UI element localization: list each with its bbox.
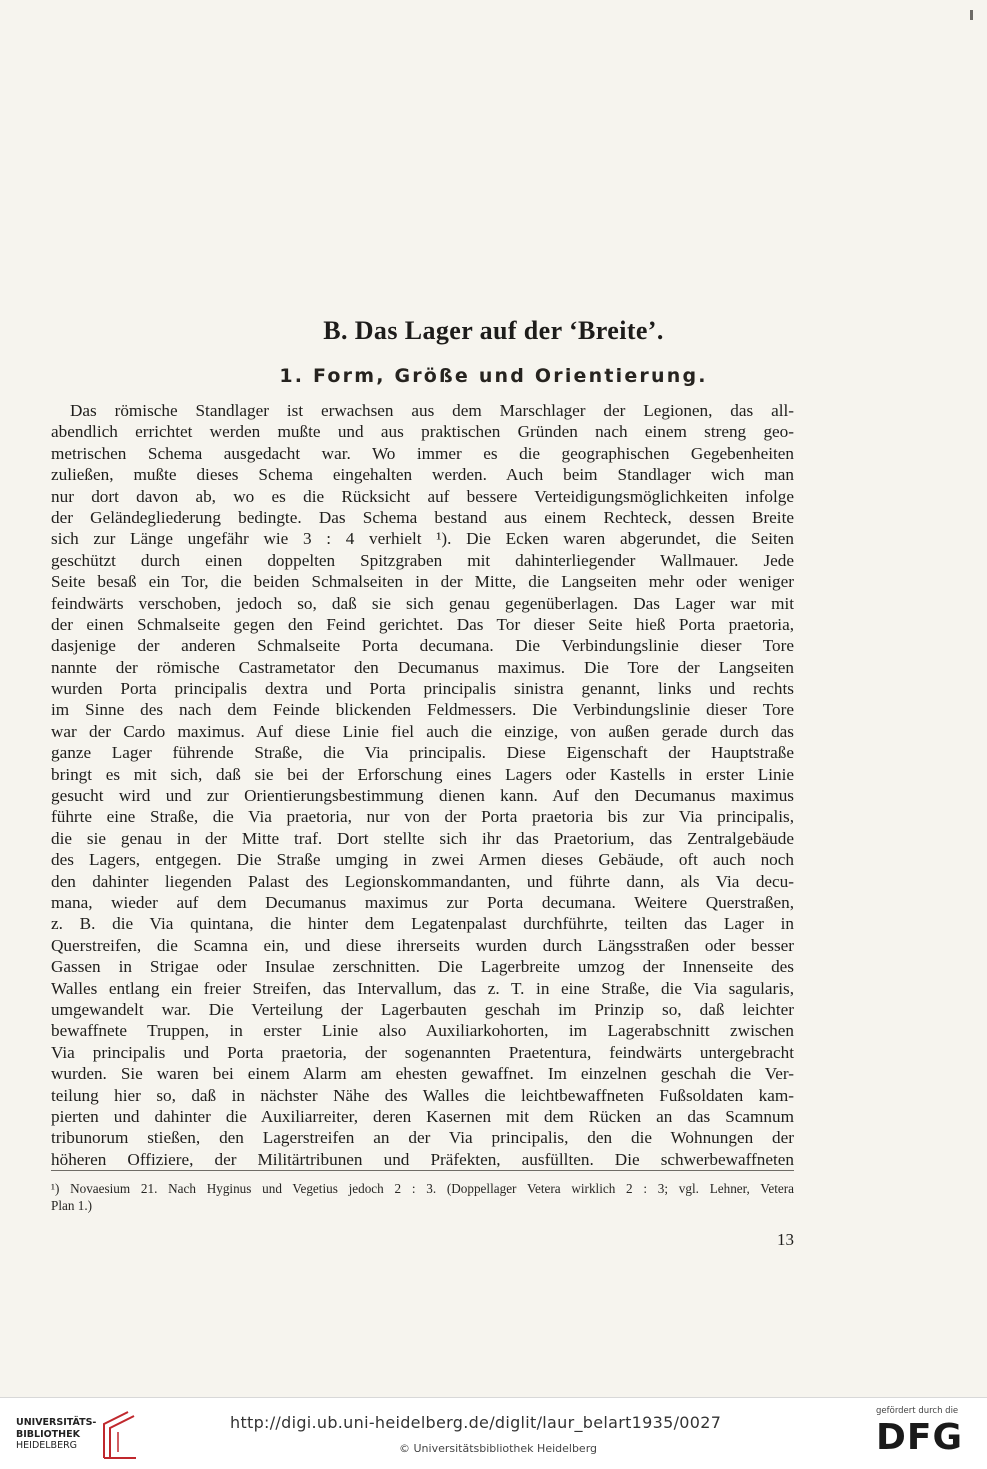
copyright-notice: © Universitätsbibliothek Heidelberg [399,1442,598,1455]
body-line: der Geländegliederung bedingte. Das Schema bestand aus einem Rechteck, dessen Breite [51,507,794,527]
body-line: umgewandelt war. Die Verteilung der Lagerbauten geschah im Prinzip so, daß leichter [51,999,794,1019]
body-line: nur dort davon ab, wo es die Rücksicht auf bessere Verteidigungsmöglichkeiten infolge [51,486,794,506]
body-line: Gassen in Strigae oder Insulae zerschnitten. Die Lagerbreite umzog der Innenseite des [51,957,794,977]
body-line: pierten und dahinter die Auxiliarreiter, deren Kasernen mit dem Rücken an das Scamnum [51,1106,794,1126]
body-line: abendlich errichtet werden mußte und aus praktischen Gründen nach einem streng geo- [51,422,794,442]
body-line: nannte der römische Castrametator den Decumanus maximus. Die Tore der Langseiten [51,657,794,677]
footnote [51,1181,794,1214]
body-line: dasjenige der anderen Schmalseite Porta decumana. Die Verbindungslinie dieser Tore [51,636,794,656]
subsection-heading: 1. Form, Größe und Orientierung. [279,365,708,387]
body-line: tribunorum stießen, den Lagerstreifen an der Via principalis, den die Wohnungen der [51,1128,794,1148]
footnote-line: ¹) Novaesium 21. Nach Hyginus und Vegetius jedoch 2 : 3. (Doppellager Vetera wirklich 2 : 3; vgl. Lehner, Vetera [51,1181,794,1196]
body-line: höheren Offiziere, der Militärtribunen und Präfekten, ausfüllten. Die schwerbewaffneten [51,1149,794,1169]
funded-by-label: gefördert durch die [876,1406,959,1416]
body-line: Walles entlang ein freier Streifen, das Intervallum, das z. T. in eine Straße, die Via sagularis, [51,978,794,998]
body-text [51,400,794,1170]
library-name-line: UNIVERSITÄTS- [16,1417,97,1428]
body-line: gesucht wird und zur Orientierungsbestimmung dienen kann. Auf den Decumanus maximus [51,786,794,806]
footnote-divider [51,1170,794,1171]
digitization-footer [0,1397,987,1469]
body-line: mana, wieder auf dem Decumanus maximus zur Porta decumana. Weitere Querstraßen, [51,892,794,912]
body-line: bringt es mit sich, daß sie bei der Erforschung eines Lagers oder Kastells in erster Linie [51,764,794,784]
body-line: sich zur Länge ungefähr wie 3 : 4 verhielt ¹). Die Ecken waren abgerundet, die Seiten [51,529,794,549]
body-line: des Lagers, entgegen. Die Straße umging in zwei Armen dieses Gebäude, oft auch noch [51,850,794,870]
body-line: feindwärts verschoben, jedoch so, daß sie sich genau gegenüberlagen. Das Lager war mit [51,593,794,613]
library-logo-icon[interactable] [98,1408,138,1460]
page-edge-mark [970,0,973,28]
library-name[interactable] [16,1417,106,1452]
body-line: der einen Schmalseite gegen den Feind gerichtet. Das Tor dieser Seite hieß Porta praetoria, [51,614,794,634]
body-line: wurden. Sie waren bei einem Alarm am ehesten gewaffnet. Im einzelnen geschah die Ver- [51,1064,794,1084]
library-name-line: HEIDELBERG [16,1440,78,1451]
page-number: 13 [777,1230,794,1249]
dfg-logo[interactable]: DFG [876,1417,964,1458]
body-line: führte eine Straße, die Via praetoria, nur von der Porta praetoria bis zur Via principalis, [51,807,794,827]
body-line: wurden Porta principalis dextra und Porta principalis sinistra genannt, links und rechts [51,679,794,699]
body-line: ganze Lager führende Straße, die Via principalis. Diese Eigenschaft der Hauptstraße [51,743,794,763]
body-line: geschützt durch einen doppelten Spitzgraben mit dahinterliegender Wallmauer. Jede [51,550,794,570]
body-line: z. B. die Via quintana, die hinter dem Legatenpalast durchführte, teilten das Lager in [51,914,794,934]
body-line: Via principalis und Porta praetoria, der sogenannten Praetentura, feindwärts untergebracht [51,1042,794,1062]
body-line: war der Cardo maximus. Auf diese Linie fiel auch die einzige, von außen gerade durch das [51,721,794,741]
body-line: Querstreifen, die Scamna ein, und diese ihrerseits wurden durch Längsstraßen oder besser [51,935,794,955]
body-line: die sie genau in der Mitte traf. Dort stellte sich ihr das Praetorium, das Zentralgebäude [51,828,794,848]
body-line: Seite besaß ein Tor, die beiden Schmalseiten in der Mitte, die Langseiten mehr oder weniger [51,572,794,592]
body-line: den dahinter liegenden Palast des Legionskommandanten, und führte dann, als Via decu- [51,871,794,891]
library-name-line: BIBLIOTHEK [16,1428,80,1440]
footnote-line: Plan 1.) [51,1197,93,1213]
body-line: metrischen Schema ausgedacht war. Wo immer es die geographischen Gegebenheiten [51,443,794,463]
body-line: teilung hier so, daß in nächster Nähe des Walles die leichtbewaffneten Fußsoldaten kam- [51,1085,794,1105]
body-line: im Sinne des nach dem Feinde blickenden Feldmessers. Die Verbindungslinie dieser Tore [51,700,794,720]
body-line: Das römische Standlager ist erwachsen aus dem Marschlager der Legionen, das all- [70,401,794,420]
body-line: bewaffnete Truppen, in erster Linie also Auxiliarkohorten, im Lagerabschnitt zwischen [51,1021,794,1041]
permalink-url[interactable]: http://digi.ub.uni-heidelberg.de/diglit/laur_belart1935/0027 [230,1413,722,1432]
section-heading: B. Das Lager auf der ‘Breite’. [323,316,664,345]
body-line: zuließen, mußte dieses Schema eingehalten werden. Auch beim Standlager wich man [51,465,794,485]
